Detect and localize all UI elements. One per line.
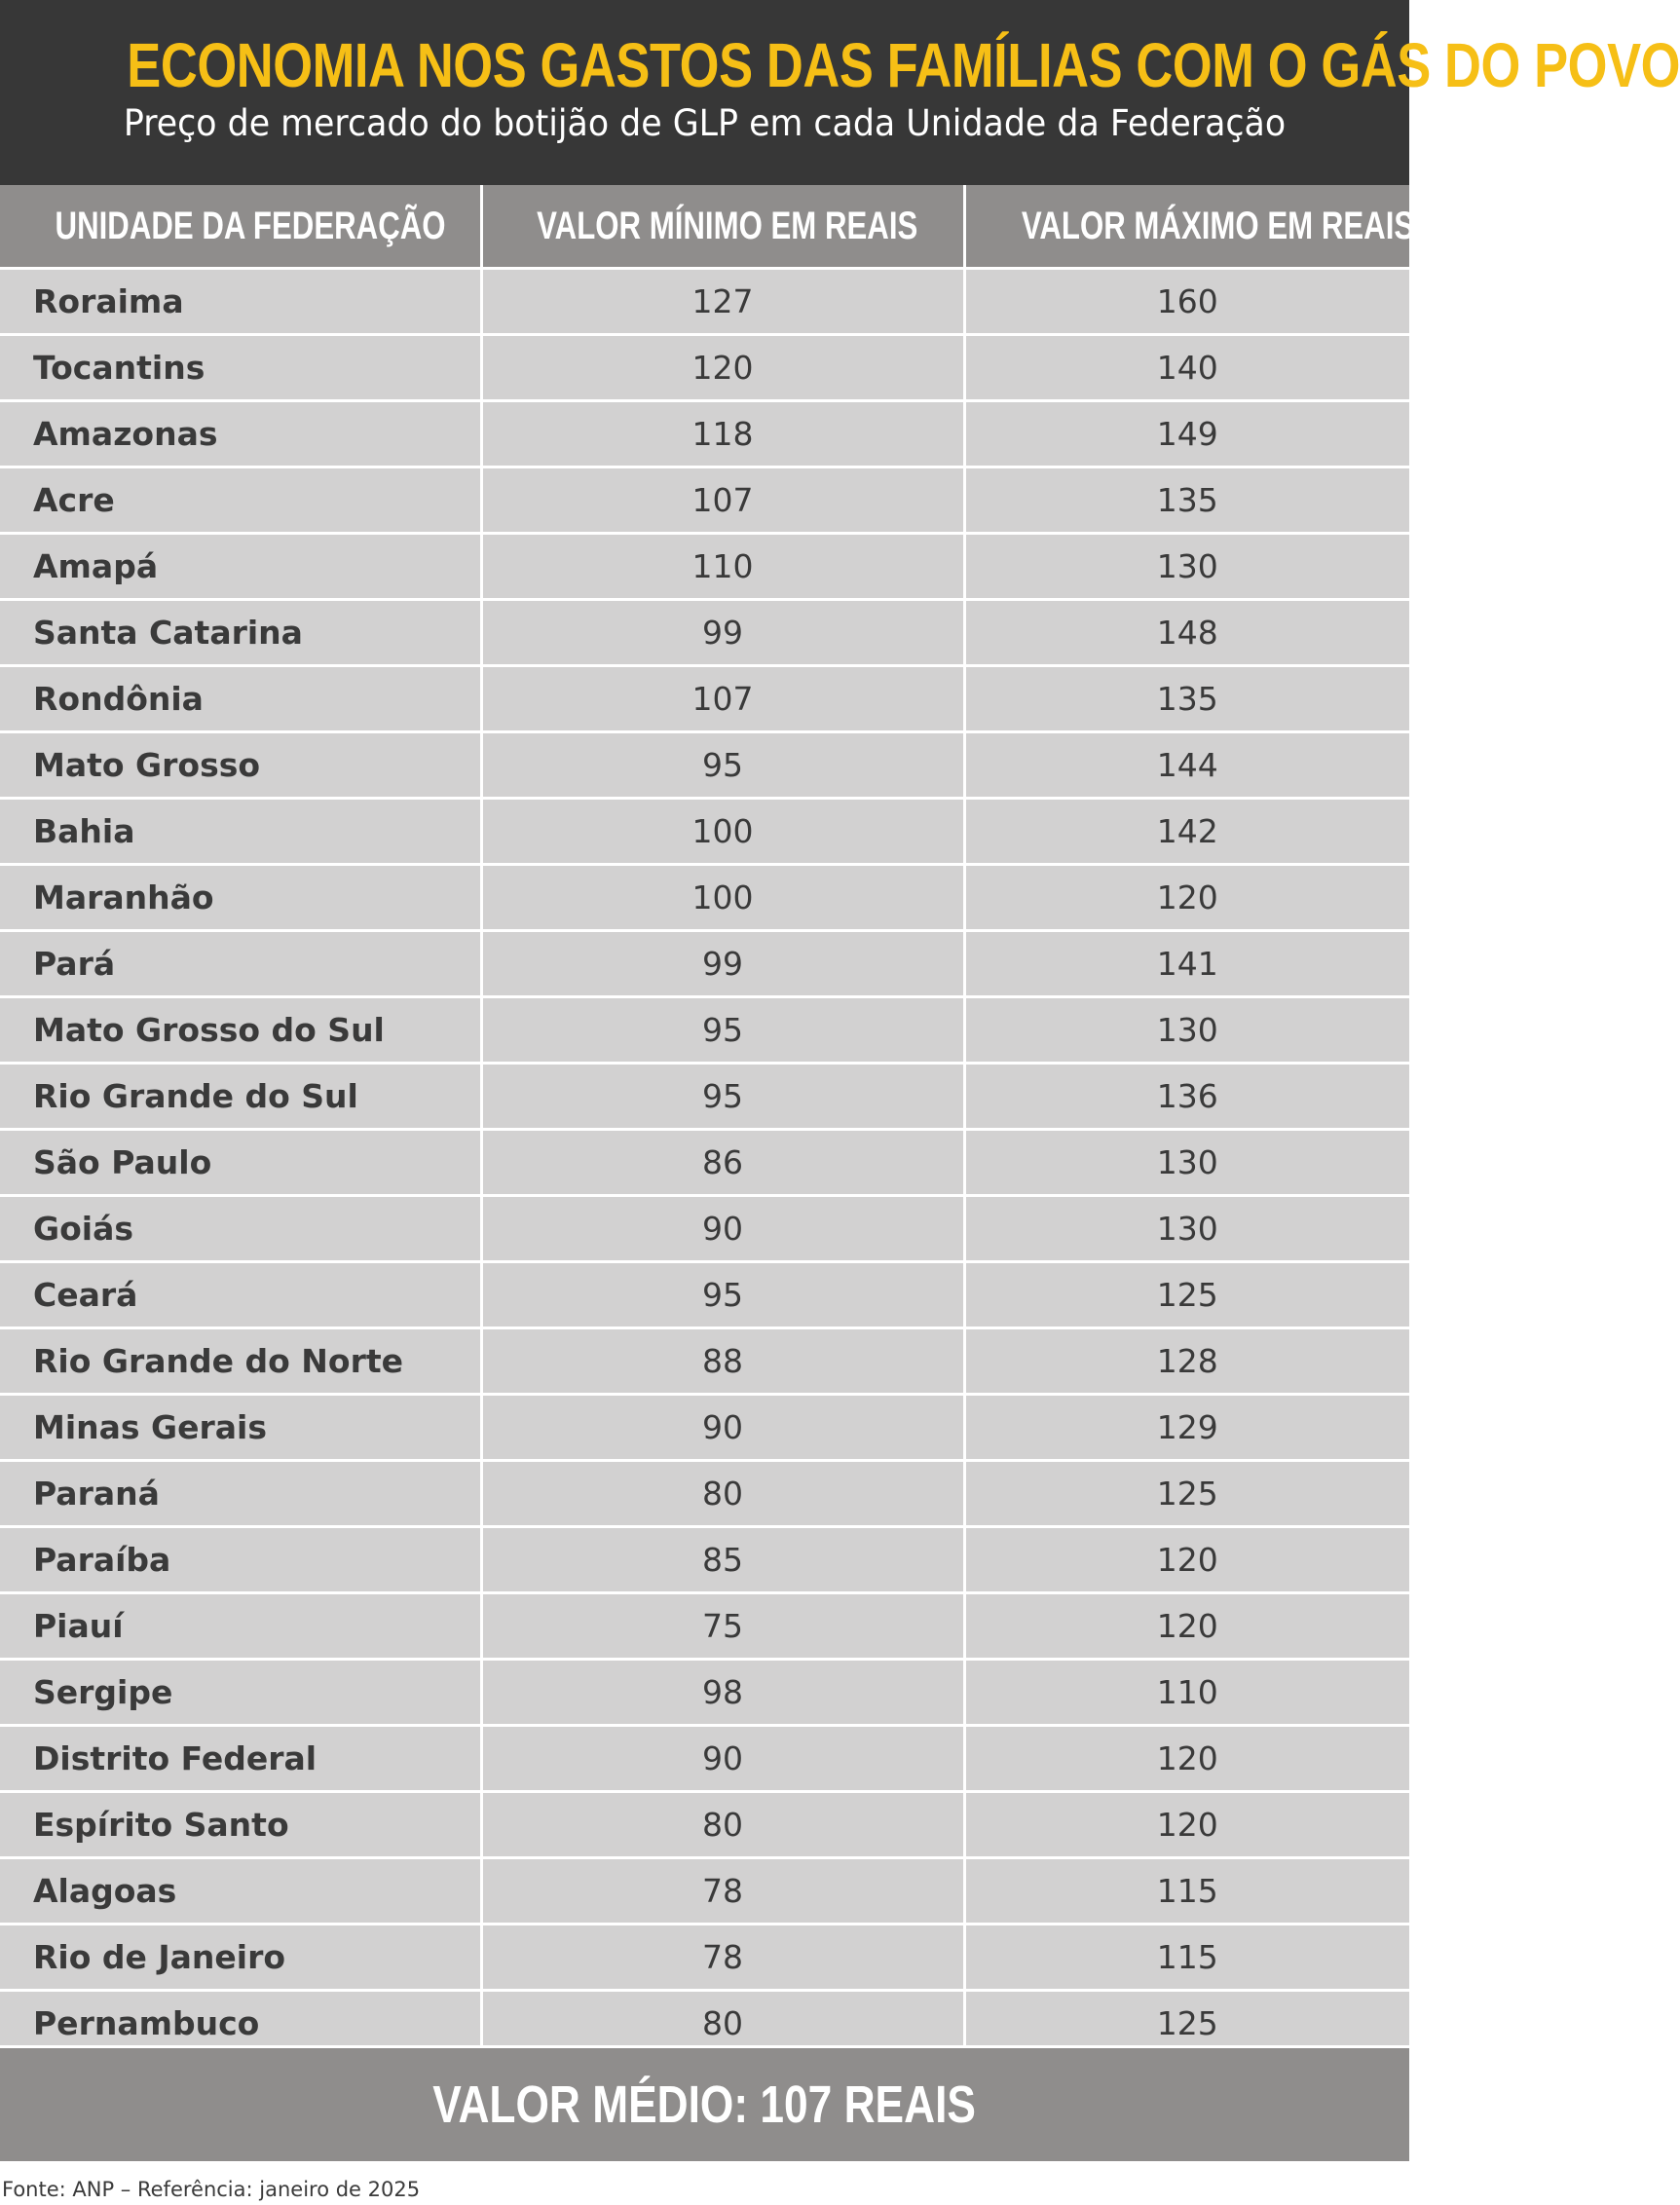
table-row: [0, 1792, 1409, 1858]
table-row: [0, 1395, 1409, 1461]
cell-max-value: 120: [964, 1792, 1409, 1858]
table-row: [0, 1726, 1409, 1792]
cell-min-value: 118: [481, 401, 964, 467]
cell-uf: Tocantins: [0, 335, 481, 401]
cell-min-value: 95: [481, 1262, 964, 1328]
column-header-uf: UNIDADE DA FEDERAÇÃO: [0, 185, 481, 269]
table-row: [0, 1328, 1409, 1395]
cell-max-value: 120: [964, 1726, 1409, 1792]
cell-uf: Amazonas: [0, 401, 481, 467]
cell-min-value: 86: [481, 1130, 964, 1196]
cell-min-value: 110: [481, 534, 964, 600]
cell-uf: Rio de Janeiro: [0, 1925, 481, 1991]
cell-uf: Rio Grande do Sul: [0, 1064, 481, 1130]
cell-uf: Rondônia: [0, 666, 481, 732]
cell-min-value: 80: [481, 1461, 964, 1527]
cell-max-value: 115: [964, 1858, 1409, 1925]
column-header-min: VALOR MÍNIMO EM REAIS: [481, 185, 964, 269]
cell-max-value: 149: [964, 401, 1409, 467]
cell-uf: Goiás: [0, 1196, 481, 1262]
cell-uf: Minas Gerais: [0, 1395, 481, 1461]
cell-uf: Roraima: [0, 269, 481, 335]
cell-max-value: 130: [964, 1196, 1409, 1262]
table-row: [0, 1593, 1409, 1660]
cell-min-value: 107: [481, 467, 964, 534]
cell-uf: Ceará: [0, 1262, 481, 1328]
cell-uf: Acre: [0, 467, 481, 534]
price-table: [0, 185, 1414, 2058]
cell-max-value: 120: [964, 1527, 1409, 1593]
cell-uf: São Paulo: [0, 1130, 481, 1196]
cell-min-value: 100: [481, 799, 964, 865]
cell-max-value: 110: [964, 1660, 1409, 1726]
table-row: [0, 600, 1409, 666]
cell-uf: Sergipe: [0, 1660, 481, 1726]
cell-max-value: 144: [964, 732, 1409, 799]
cell-uf: Paraná: [0, 1461, 481, 1527]
table-row: [0, 732, 1409, 799]
cell-uf: Santa Catarina: [0, 600, 481, 666]
cell-uf: Paraíba: [0, 1527, 481, 1593]
average-value: VALOR MÉDIO: 107 REAIS: [432, 2075, 977, 2134]
cell-min-value: 75: [481, 1593, 964, 1660]
cell-max-value: 125: [964, 1991, 1409, 2057]
table-row: [0, 1196, 1409, 1262]
cell-uf: Alagoas: [0, 1858, 481, 1925]
cell-max-value: 140: [964, 335, 1409, 401]
table-row: [0, 1527, 1409, 1593]
cell-min-value: 90: [481, 1395, 964, 1461]
cell-max-value: 135: [964, 666, 1409, 732]
table-row: [0, 666, 1409, 732]
cell-min-value: 98: [481, 1660, 964, 1726]
cell-max-value: 160: [964, 269, 1409, 335]
cell-uf: Espírito Santo: [0, 1792, 481, 1858]
cell-min-value: 85: [481, 1527, 964, 1593]
table-row: [0, 534, 1409, 600]
cell-uf: Bahia: [0, 799, 481, 865]
table-header-row: [0, 185, 1409, 269]
page-title: ECONOMIA NOS GASTOS DAS FAMÍLIAS COM O GÁS DO POVO: [127, 30, 1680, 100]
cell-uf: Maranhão: [0, 865, 481, 931]
table-row: [0, 1262, 1409, 1328]
cell-min-value: 95: [481, 1064, 964, 1130]
cell-uf: Amapá: [0, 534, 481, 600]
table-row: [0, 1660, 1409, 1726]
cell-max-value: 120: [964, 1593, 1409, 1660]
table-row: [0, 799, 1409, 865]
cell-max-value: 148: [964, 600, 1409, 666]
cell-uf: Distrito Federal: [0, 1726, 481, 1792]
table-body: [0, 269, 1409, 2057]
cell-min-value: 95: [481, 997, 964, 1064]
table-row: [0, 1064, 1409, 1130]
cell-max-value: 141: [964, 931, 1409, 997]
cell-max-value: 128: [964, 1328, 1409, 1395]
page-subtitle: Preço de mercado do botijão de GLP em cada Unidade da Federação: [123, 102, 1287, 144]
cell-min-value: 100: [481, 865, 964, 931]
table-row: [0, 997, 1409, 1064]
table-row: [0, 931, 1409, 997]
cell-max-value: 129: [964, 1395, 1409, 1461]
cell-min-value: 99: [481, 600, 964, 666]
cell-max-value: 120: [964, 865, 1409, 931]
cell-min-value: 127: [481, 269, 964, 335]
cell-uf: Pará: [0, 931, 481, 997]
table-row: [0, 1858, 1409, 1925]
table-row: [0, 335, 1409, 401]
table-row: [0, 1925, 1409, 1991]
cell-uf: Pernambuco: [0, 1991, 481, 2057]
cell-uf: Mato Grosso: [0, 732, 481, 799]
cell-min-value: 107: [481, 666, 964, 732]
cell-min-value: 95: [481, 732, 964, 799]
cell-uf: Mato Grosso do Sul: [0, 997, 481, 1064]
cell-min-value: 78: [481, 1925, 964, 1991]
cell-uf: Piauí: [0, 1593, 481, 1660]
cell-min-value: 120: [481, 335, 964, 401]
table-row: [0, 269, 1409, 335]
table-row: [0, 401, 1409, 467]
table-row: [0, 1461, 1409, 1527]
cell-max-value: 130: [964, 997, 1409, 1064]
cell-max-value: 125: [964, 1461, 1409, 1527]
cell-min-value: 80: [481, 1792, 964, 1858]
cell-min-value: 80: [481, 1991, 964, 2057]
cell-max-value: 115: [964, 1925, 1409, 1991]
cell-max-value: 130: [964, 534, 1409, 600]
price-table-container: [0, 185, 1414, 2058]
cell-min-value: 99: [481, 931, 964, 997]
cell-min-value: 78: [481, 1858, 964, 1925]
column-header-max: VALOR MÁXIMO EM REAIS: [964, 185, 1409, 269]
table-row: [0, 865, 1409, 931]
cell-max-value: 135: [964, 467, 1409, 534]
table-row: [0, 1130, 1409, 1196]
page-header: [0, 0, 1680, 185]
cell-max-value: 130: [964, 1130, 1409, 1196]
table-row: [0, 467, 1409, 534]
cell-max-value: 136: [964, 1064, 1409, 1130]
cell-min-value: 90: [481, 1196, 964, 1262]
cell-max-value: 125: [964, 1262, 1409, 1328]
source-note: Fonte: ANP – Referência: janeiro de 2025: [2, 2178, 421, 2201]
cell-max-value: 142: [964, 799, 1409, 865]
cell-uf: Rio Grande do Norte: [0, 1328, 481, 1395]
cell-min-value: 88: [481, 1328, 964, 1395]
cell-min-value: 90: [481, 1726, 964, 1792]
average-bar: [0, 2045, 1409, 2161]
